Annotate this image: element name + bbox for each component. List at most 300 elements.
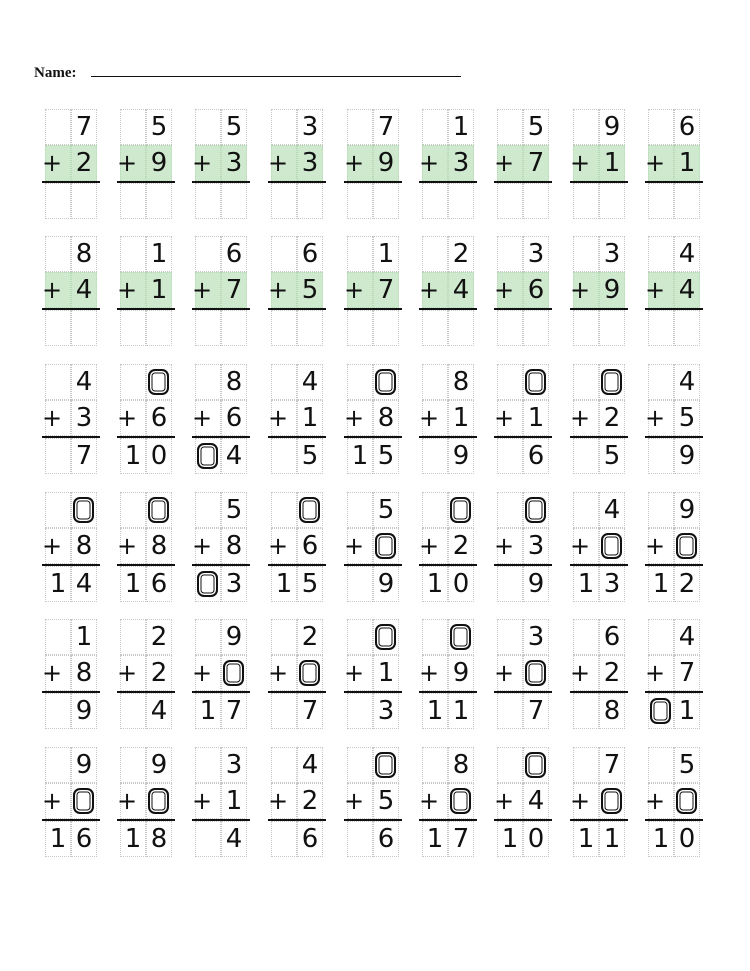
addend-digit: 9 <box>452 658 470 688</box>
sum-digit: 1 <box>124 569 142 599</box>
sum-blank-box[interactable] <box>197 571 218 597</box>
problem-3-7 <box>494 364 556 474</box>
addend-digit: 1 <box>603 148 621 178</box>
sum-digit: 8 <box>150 824 168 854</box>
answer-input[interactable] <box>195 183 247 219</box>
answer-input[interactable] <box>497 183 549 219</box>
sum-blank-box[interactable] <box>650 698 671 724</box>
plus-sign: + <box>570 787 591 815</box>
addend-blank-box[interactable] <box>148 788 169 814</box>
grid-cell <box>573 492 599 528</box>
sum-digit: 7 <box>527 696 545 726</box>
grid-cell <box>573 109 599 145</box>
top-number-digit: 6 <box>225 239 243 269</box>
top-number-blank-box[interactable] <box>375 752 396 778</box>
addend-blank-box[interactable] <box>73 788 94 814</box>
sum-digit: 1 <box>124 824 142 854</box>
answer-input[interactable] <box>347 310 399 346</box>
top-number-digit: 3 <box>527 239 545 269</box>
plus-sign: + <box>494 149 515 177</box>
top-number-digit: 8 <box>225 367 243 397</box>
plus-sign: + <box>344 149 365 177</box>
sum-digit: 1 <box>603 824 621 854</box>
top-number-blank-box[interactable] <box>375 624 396 650</box>
problem-2-6 <box>419 236 481 346</box>
sum-digit: 1 <box>426 696 444 726</box>
top-number-digit: 8 <box>452 750 470 780</box>
grid-cell <box>648 619 674 655</box>
answer-input[interactable] <box>422 310 474 346</box>
sum-digit: 1 <box>275 569 293 599</box>
plus-sign: + <box>419 149 440 177</box>
grid-cell <box>573 364 599 400</box>
sum-digit: 8 <box>603 696 621 726</box>
plus-sign: + <box>344 404 365 432</box>
top-number-digit: 9 <box>678 495 696 525</box>
addend-digit: 9 <box>377 148 395 178</box>
problem-1-2 <box>117 109 179 219</box>
sum-digit: 6 <box>377 824 395 854</box>
addend-blank-box[interactable] <box>601 533 622 559</box>
problem-2-4 <box>268 236 330 346</box>
addend-digit: 2 <box>150 658 168 688</box>
problem-6-1 <box>42 747 104 857</box>
plus-sign: + <box>494 659 515 687</box>
plus-sign: + <box>570 532 591 560</box>
addend-digit: 5 <box>301 275 319 305</box>
grid-cell <box>271 619 297 655</box>
plus-sign: + <box>42 659 63 687</box>
sum-digit: 4 <box>75 569 93 599</box>
problem-4-5 <box>344 492 406 602</box>
plus-sign: + <box>344 276 365 304</box>
grid-cell <box>195 236 221 272</box>
grid-cell <box>45 364 71 400</box>
grid-cell <box>648 364 674 400</box>
plus-sign: + <box>192 532 213 560</box>
grid-cell <box>422 619 448 655</box>
grid-cell <box>422 109 448 145</box>
addend-blank-box[interactable] <box>676 788 697 814</box>
addend-digit: 6 <box>301 531 319 561</box>
sum-digit: 4 <box>150 696 168 726</box>
addend-blank-box[interactable] <box>676 533 697 559</box>
answer-input[interactable] <box>271 183 323 219</box>
sum-digit: 2 <box>678 569 696 599</box>
addend-digit: 8 <box>75 658 93 688</box>
name-row <box>34 62 76 82</box>
grid-cell <box>422 364 448 400</box>
addend-digit: 1 <box>301 403 319 433</box>
plus-sign: + <box>645 404 666 432</box>
addend-digit: 6 <box>150 403 168 433</box>
problem-3-4 <box>268 364 330 474</box>
top-number-digit: 9 <box>150 750 168 780</box>
grid-cell <box>497 566 523 602</box>
answer-input[interactable] <box>573 310 625 346</box>
plus-sign: + <box>117 659 138 687</box>
plus-sign: + <box>192 659 213 687</box>
grid-cell <box>45 619 71 655</box>
answer-input[interactable] <box>422 183 474 219</box>
grid-cell <box>573 747 599 783</box>
grid-cell <box>120 364 146 400</box>
addend-digit: 1 <box>377 658 395 688</box>
answer-input[interactable] <box>195 310 247 346</box>
sum-digit: 7 <box>75 441 93 471</box>
problem-2-1 <box>42 236 104 346</box>
grid-cell <box>497 693 523 729</box>
sum-digit: 1 <box>501 824 519 854</box>
grid-cell <box>648 236 674 272</box>
top-number-digit: 4 <box>75 367 93 397</box>
top-number-digit: 9 <box>603 112 621 142</box>
plus-sign: + <box>117 149 138 177</box>
problem-3-6 <box>419 364 481 474</box>
addend-digit: 3 <box>527 531 545 561</box>
plus-sign: + <box>42 276 63 304</box>
grid-cell <box>195 619 221 655</box>
addend-digit: 7 <box>527 148 545 178</box>
grid-cell <box>271 109 297 145</box>
top-number-digit: 4 <box>678 367 696 397</box>
sum-digit: 1 <box>577 824 595 854</box>
grid-cell <box>271 821 297 857</box>
plus-sign: + <box>419 532 440 560</box>
problem-4-8 <box>570 492 632 602</box>
problem-4-2 <box>117 492 179 602</box>
top-number-digit: 5 <box>377 495 395 525</box>
addend-digit: 4 <box>75 275 93 305</box>
grid-cell <box>45 693 71 729</box>
answer-input[interactable] <box>120 183 172 219</box>
grid-cell <box>347 109 373 145</box>
addend-digit: 6 <box>225 403 243 433</box>
plus-sign: + <box>192 149 213 177</box>
addend-digit: 1 <box>452 403 470 433</box>
addend-digit: 2 <box>75 148 93 178</box>
addend-blank-box[interactable] <box>375 533 396 559</box>
problem-3-1 <box>42 364 104 474</box>
addend-blank-box[interactable] <box>601 788 622 814</box>
sum-digit: 1 <box>199 696 217 726</box>
plus-sign: + <box>494 532 515 560</box>
sum-digit: 1 <box>351 441 369 471</box>
addend-digit: 9 <box>603 275 621 305</box>
plus-sign: + <box>268 787 289 815</box>
sum-digit: 0 <box>527 824 545 854</box>
grid-cell <box>347 364 373 400</box>
sum-digit: 4 <box>225 824 243 854</box>
top-number-blank-box[interactable] <box>525 752 546 778</box>
sum-digit: 6 <box>527 441 545 471</box>
addend-blank-box[interactable] <box>299 660 320 686</box>
top-number-blank-box[interactable] <box>148 497 169 523</box>
grid-cell <box>573 438 599 474</box>
top-number-digit: 5 <box>527 112 545 142</box>
top-number-digit: 1 <box>75 622 93 652</box>
problem-5-1 <box>42 619 104 729</box>
addend-digit: 1 <box>225 786 243 816</box>
answer-input[interactable] <box>648 183 700 219</box>
grid-cell <box>347 566 373 602</box>
grid-cell <box>422 438 448 474</box>
addend-digit: 8 <box>225 531 243 561</box>
problem-6-9 <box>645 747 707 857</box>
plus-sign: + <box>570 276 591 304</box>
addend-digit: 8 <box>377 403 395 433</box>
plus-sign: + <box>494 404 515 432</box>
plus-sign: + <box>42 149 63 177</box>
problem-6-8 <box>570 747 632 857</box>
sum-digit: 1 <box>124 441 142 471</box>
sum-digit: 5 <box>377 441 395 471</box>
problem-1-9 <box>645 109 707 219</box>
top-number-blank-box[interactable] <box>73 497 94 523</box>
problem-6-5 <box>344 747 406 857</box>
answer-input[interactable] <box>573 183 625 219</box>
plus-sign: + <box>117 787 138 815</box>
plus-sign: + <box>117 276 138 304</box>
grid-cell <box>648 492 674 528</box>
problem-3-9 <box>645 364 707 474</box>
problem-4-3 <box>192 492 254 602</box>
grid-cell <box>195 747 221 783</box>
top-number-blank-box[interactable] <box>450 624 471 650</box>
grid-cell <box>271 693 297 729</box>
grid-cell <box>45 747 71 783</box>
plus-sign: + <box>419 659 440 687</box>
top-number-blank-box[interactable] <box>450 497 471 523</box>
problem-1-7 <box>494 109 556 219</box>
sum-digit: 7 <box>301 696 319 726</box>
addend-digit: 8 <box>150 531 168 561</box>
addend-digit: 3 <box>301 148 319 178</box>
problem-4-6 <box>419 492 481 602</box>
sum-digit: 1 <box>577 569 595 599</box>
sum-digit: 9 <box>678 441 696 471</box>
grid-cell <box>45 492 71 528</box>
top-number-digit: 6 <box>603 622 621 652</box>
name-answer-line[interactable] <box>91 76 461 77</box>
problem-6-7 <box>494 747 556 857</box>
answer-input[interactable] <box>45 310 97 346</box>
top-number-digit: 4 <box>678 239 696 269</box>
plus-sign: + <box>268 404 289 432</box>
plus-sign: + <box>192 276 213 304</box>
plus-sign: + <box>117 404 138 432</box>
addend-digit: 2 <box>603 658 621 688</box>
problem-2-5 <box>344 236 406 346</box>
sum-digit: 3 <box>225 569 243 599</box>
sum-blank-box[interactable] <box>197 443 218 469</box>
plus-sign: + <box>645 276 666 304</box>
problem-5-4 <box>268 619 330 729</box>
problem-2-7 <box>494 236 556 346</box>
top-number-blank-box[interactable] <box>148 369 169 395</box>
sum-digit: 1 <box>49 569 67 599</box>
top-number-digit: 9 <box>75 750 93 780</box>
grid-cell <box>422 747 448 783</box>
addend-digit: 7 <box>377 275 395 305</box>
sum-digit: 5 <box>301 441 319 471</box>
problem-5-2 <box>117 619 179 729</box>
answer-input[interactable] <box>497 310 549 346</box>
problem-1-8 <box>570 109 632 219</box>
problem-6-4 <box>268 747 330 857</box>
top-number-blank-box[interactable] <box>525 369 546 395</box>
grid-cell <box>347 236 373 272</box>
answer-input[interactable] <box>648 310 700 346</box>
sum-digit: 5 <box>603 441 621 471</box>
plus-sign: + <box>419 276 440 304</box>
sum-digit: 1 <box>652 824 670 854</box>
plus-sign: + <box>570 404 591 432</box>
sum-digit: 4 <box>225 441 243 471</box>
grid-cell <box>422 492 448 528</box>
grid-cell <box>120 492 146 528</box>
plus-sign: + <box>494 276 515 304</box>
grid-cell <box>195 364 221 400</box>
problem-3-2 <box>117 364 179 474</box>
addend-digit: 6 <box>527 275 545 305</box>
problem-5-8 <box>570 619 632 729</box>
problem-5-6 <box>419 619 481 729</box>
plus-sign: + <box>192 404 213 432</box>
grid-cell <box>497 236 523 272</box>
grid-cell <box>497 492 523 528</box>
grid-cell <box>271 438 297 474</box>
plus-sign: + <box>42 532 63 560</box>
grid-cell <box>648 747 674 783</box>
plus-sign: + <box>268 532 289 560</box>
top-number-blank-box[interactable] <box>299 497 320 523</box>
problem-6-2 <box>117 747 179 857</box>
top-number-blank-box[interactable] <box>525 497 546 523</box>
addend-digit: 2 <box>452 531 470 561</box>
plus-sign: + <box>645 532 666 560</box>
grid-cell <box>347 492 373 528</box>
addend-digit: 1 <box>150 275 168 305</box>
answer-input[interactable] <box>45 183 97 219</box>
addend-digit: 1 <box>678 148 696 178</box>
plus-sign: + <box>645 149 666 177</box>
addend-blank-box[interactable] <box>525 660 546 686</box>
grid-cell <box>45 438 71 474</box>
top-number-digit: 3 <box>603 239 621 269</box>
top-number-digit: 4 <box>678 622 696 652</box>
problem-4-1 <box>42 492 104 602</box>
answer-input[interactable] <box>271 310 323 346</box>
sum-digit: 3 <box>603 569 621 599</box>
problem-4-4 <box>268 492 330 602</box>
top-number-digit: 2 <box>150 622 168 652</box>
grid-cell <box>648 438 674 474</box>
sum-digit: 0 <box>452 569 470 599</box>
top-number-blank-box[interactable] <box>375 369 396 395</box>
top-number-digit: 5 <box>150 112 168 142</box>
top-number-digit: 7 <box>75 112 93 142</box>
top-number-digit: 4 <box>301 367 319 397</box>
problem-5-5 <box>344 619 406 729</box>
top-number-digit: 5 <box>225 495 243 525</box>
plus-sign: + <box>494 787 515 815</box>
grid-cell <box>45 109 71 145</box>
sum-digit: 3 <box>377 696 395 726</box>
problem-2-2 <box>117 236 179 346</box>
answer-input[interactable] <box>120 310 172 346</box>
addend-digit: 2 <box>603 403 621 433</box>
plus-sign: + <box>645 787 666 815</box>
top-number-digit: 3 <box>301 112 319 142</box>
grid-cell <box>347 747 373 783</box>
sum-digit: 1 <box>678 696 696 726</box>
sum-digit: 6 <box>150 569 168 599</box>
problem-4-7 <box>494 492 556 602</box>
plus-sign: + <box>268 276 289 304</box>
grid-cell <box>120 619 146 655</box>
sum-digit: 1 <box>652 569 670 599</box>
addend-digit: 5 <box>377 786 395 816</box>
problem-1-6 <box>419 109 481 219</box>
sum-digit: 9 <box>527 569 545 599</box>
problem-2-3 <box>192 236 254 346</box>
top-number-digit: 1 <box>150 239 168 269</box>
grid-cell <box>648 109 674 145</box>
grid-cell <box>271 492 297 528</box>
answer-input[interactable] <box>347 183 399 219</box>
addend-blank-box[interactable] <box>223 660 244 686</box>
top-number-digit: 9 <box>225 622 243 652</box>
sum-digit: 7 <box>225 696 243 726</box>
top-number-digit: 2 <box>452 239 470 269</box>
sum-digit: 6 <box>75 824 93 854</box>
sum-digit: 9 <box>377 569 395 599</box>
sum-digit: 5 <box>301 569 319 599</box>
grid-cell <box>271 747 297 783</box>
problem-6-6 <box>419 747 481 857</box>
plus-sign: + <box>419 404 440 432</box>
plus-sign: + <box>268 149 289 177</box>
grid-cell <box>497 438 523 474</box>
top-number-digit: 6 <box>678 112 696 142</box>
top-number-digit: 8 <box>452 367 470 397</box>
grid-cell <box>195 821 221 857</box>
plus-sign: + <box>42 787 63 815</box>
grid-cell <box>497 109 523 145</box>
problem-5-7 <box>494 619 556 729</box>
grid-cell <box>573 693 599 729</box>
sum-digit: 0 <box>150 441 168 471</box>
addend-blank-box[interactable] <box>450 788 471 814</box>
sum-digit: 6 <box>301 824 319 854</box>
sum-digit: 1 <box>452 696 470 726</box>
addend-digit: 1 <box>527 403 545 433</box>
plus-sign: + <box>42 404 63 432</box>
problem-1-5 <box>344 109 406 219</box>
addend-digit: 3 <box>75 403 93 433</box>
problem-2-9 <box>645 236 707 346</box>
grid-cell <box>45 236 71 272</box>
addend-digit: 7 <box>678 658 696 688</box>
grid-cell <box>573 619 599 655</box>
top-number-blank-box[interactable] <box>601 369 622 395</box>
problem-5-9 <box>645 619 707 729</box>
addend-digit: 4 <box>452 275 470 305</box>
problem-1-3 <box>192 109 254 219</box>
top-number-digit: 6 <box>301 239 319 269</box>
top-number-digit: 3 <box>225 750 243 780</box>
